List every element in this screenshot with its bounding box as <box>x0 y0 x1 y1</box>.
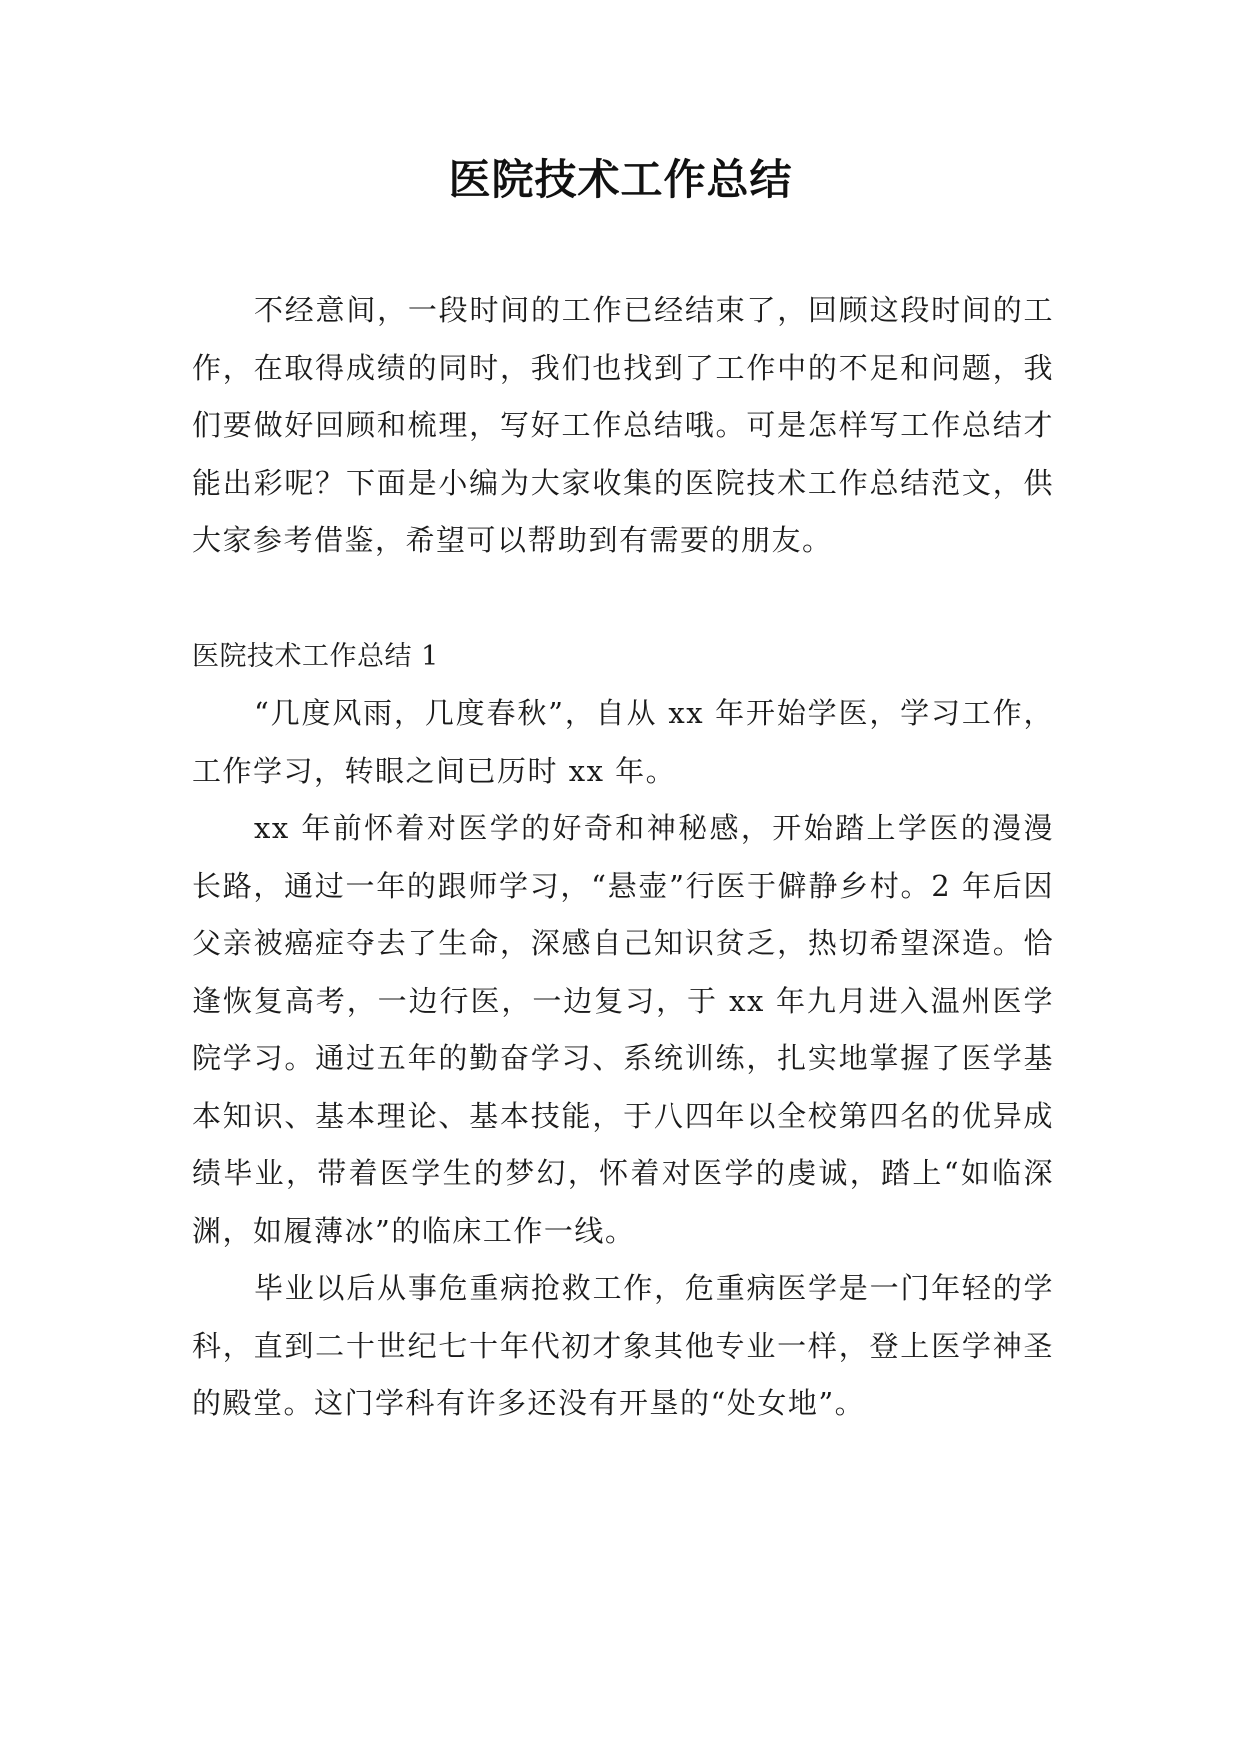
body-paragraph-2: xx 年前怀着对医学的好奇和神秘感，开始踏上学医的漫漫长路，通过一年的跟师学习，“悬壶”行医于僻静乡村。2 年后因父亲被癌症夺去了生命，深感自己知识贫乏，热切希望深造。恰逢恢复高考，一边行医，一边复习，于 xx 年九月进入温州医学院学习。通过五年的勤奋学习、系统训练，扎实地掌握了医学基本知识、基本理论、基本技能，于八四年以全校第四名的优异成绩毕业，带着医学生的梦幻，怀着对医学的虔诚，踏上“如临深渊，如履薄冰”的临床工作一线。 <box>192 811 1054 1248</box>
body-paragraph-1: “几度风雨，几度春秋”，自从 xx 年开始学医，学习工作，工作学习，转眼之间已历时 xx 年。 <box>192 696 1054 788</box>
document-title: 医院技术工作总结 <box>448 155 793 204</box>
section-heading: 医院技术工作总结 1 <box>192 640 439 672</box>
intro-paragraph: 不经意间，一段时间的工作已经结束了，回顾这段时间的工作，在取得成绩的同时，我们也找到了工作中的不足和问题，我们要做好回顾和梳理，写好工作总结哦。可是怎样写工作总结才能出彩呢？下面是小编为大家收集的医院技术工作总结范文，供大家参考借鉴，希望可以帮助到有需要的朋友。 <box>192 293 1054 557</box>
document-body <box>192 282 1054 1433</box>
section-spacer <box>192 570 1054 628</box>
body-paragraph-3: 毕业以后从事危重病抢救工作，危重病医学是一门年轻的学科，直到二十世纪七十年代初才象其他专业一样，登上医学神圣的殿堂。这门学科有许多还没有开垦的“处女地”。 <box>192 1271 1054 1420</box>
